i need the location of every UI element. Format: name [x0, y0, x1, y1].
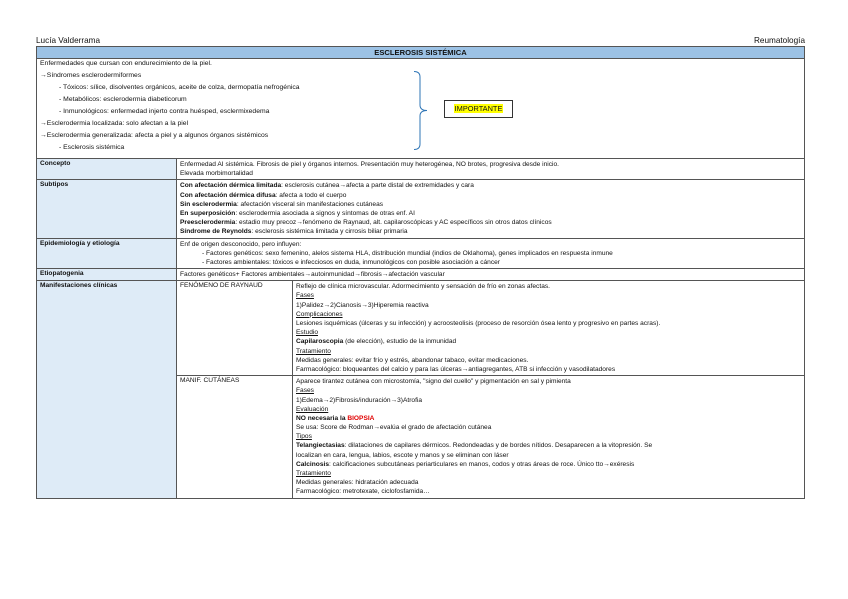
- subtipo-desc: : afectación visceral sin manifestaciones cutáneas: [236, 200, 384, 208]
- intro-line: - Metabólicos: esclerodermia diabeticorum: [59, 96, 187, 103]
- eval-no-text: NO necesaria la: [296, 414, 348, 422]
- intro-line: →Síndromes esclerodermiformes: [40, 72, 142, 79]
- important-badge: [444, 100, 513, 118]
- epidemiologia-item: - Factores ambientales: tóxicos e infecciosos en duda, inmunológicos con posible asociación a cáncer: [202, 258, 500, 266]
- subtipo-desc: : esclerosis sistémica limitada y cirrosis biliar primaria: [251, 228, 408, 236]
- intro-line: - Esclerosis sistémica: [59, 144, 125, 151]
- cutaneas-line: Medidas generales: hidratación adecuada: [296, 479, 419, 487]
- section-heading: Fases: [296, 387, 314, 395]
- intro-section: [37, 59, 804, 159]
- section-heading: Estudio: [296, 329, 318, 337]
- subtipo-term: Con afectación dérmica difusa: [180, 191, 276, 199]
- epidemiologia-intro: Enf de origen desconocido, pero influyen:: [180, 240, 302, 248]
- section-heading: Complicaciones: [296, 310, 343, 318]
- cutaneas-line: [296, 460, 801, 469]
- author-name: Lucía Valderrama: [36, 36, 101, 45]
- row-label: Manifestaciones clínicas: [37, 281, 177, 497]
- intro-line: - Tóxicos: sílice, disolventes orgánicos, aceite de colza, dermopatía nefrogénica: [59, 84, 300, 91]
- raynaud-line: Reflejo de clínica microvascular. Adormecimiento y sensación de frío en zonas afectas.: [296, 283, 550, 291]
- raynaud-line: [296, 337, 801, 346]
- row-label: Etiopatogenia: [37, 269, 177, 280]
- etiopatogenia-text: Factores genéticos+ Factores ambientales→autoinmunidad→fibrosis→afectación vascular: [180, 271, 445, 279]
- intro-line: - Inmunológicos: enfermedad injerto contra huésped, esclermixedema: [59, 108, 270, 115]
- row-label: Subtipos: [37, 180, 177, 237]
- concepto-line: Elevada morbimortalidad: [180, 170, 253, 178]
- section-heading: Fases: [296, 292, 314, 300]
- raynaud-section: [177, 281, 804, 376]
- cutaneas-line: Farmacológico: metrotexate, ciclofosfamida…: [296, 488, 430, 496]
- subtipo-term: En superposición: [180, 209, 236, 217]
- cutaneas-section: [177, 376, 804, 497]
- subtipo-desc: : esclerosis cutánea→afecta a parte distal de extremidades y cara: [281, 182, 474, 190]
- right-brace-icon: [414, 71, 428, 150]
- estudio-text: (de elección), estudio de la inmunidad: [343, 338, 457, 346]
- section-heading: Tipos: [296, 433, 312, 441]
- subtipo-item: [180, 227, 801, 236]
- cutaneas-line: Se usa: Score de Rodman→evalúa el grado de afectación cutánea: [296, 424, 492, 432]
- subtipo-term: Con afectación dérmica limitada: [180, 182, 282, 190]
- raynaud-line: Lesiones isquémicas (úlceras y su infección) y acroosteolisis (proceso de resorción ósea lento y progresivo en partes acras).: [296, 320, 661, 327]
- intro-line: →Esclerodermia generalizada: afecta a piel y a algunos órganos sistémicos: [40, 132, 269, 139]
- raynaud-line: Farmacológico: bloqueantes del calcio y para las úlceras→antiagregantes, ATB si infección y vasodilatadores: [296, 365, 616, 373]
- subtipo-desc: : esclerodermia asociada a signos y síntomas de otras enf. AI: [235, 209, 415, 217]
- sub-label: FENÓMENO DE RAYNAUD: [177, 281, 293, 375]
- telang-bold: Telangiectasias: [296, 442, 345, 450]
- subject-name: Reumatología: [754, 36, 805, 45]
- section-heading: Tratamiento: [296, 470, 331, 477]
- page-title: ESCLEROSIS SISTÉMICA: [37, 47, 804, 59]
- raynaud-line: 1)Palidez→2)Cianosis→3)Hiperemia reactiva: [296, 301, 429, 309]
- important-label: IMPORTANTE: [454, 104, 503, 113]
- subtipo-term: Síndrome de Reynolds: [180, 228, 252, 236]
- telang-text: : dilataciones de capilares dérmicos. Redondeadas y de bordes nítidos. Desaparecen a la vitopresión. Se: [344, 442, 653, 450]
- section-heading: Tratamiento: [296, 347, 331, 355]
- concepto-line: Enfermedad AI sistémica. Fibrosis de piel y órganos internos. Presentación muy heterogénea, NO brotes, progresiva desde inicio.: [180, 161, 559, 168]
- row-label: Epidemiología y etiología: [37, 239, 177, 269]
- epidemiologia-item: - Factores genéticos: sexo femenino, alelos sistema HLA, distribución mundial (indios de Oklahoma), genes implicados en respuesta inmune: [202, 249, 613, 257]
- cutaneas-line: [296, 441, 801, 450]
- raynaud-line: Medidas generales: evitar frío y estrés, abandonar tabaco, evitar medicaciones.: [296, 356, 529, 364]
- subtipo-item: [180, 200, 801, 209]
- eval-biopsia-text: BIOPSIA: [347, 414, 375, 422]
- subtipo-item: [180, 181, 801, 190]
- subtipo-term: Sin esclerodermia: [180, 200, 237, 208]
- sub-label: MANIF. CUTÁNEAS: [177, 376, 293, 497]
- subtipo-item: [180, 218, 801, 227]
- estudio-bold: Capilaroscopia: [296, 338, 344, 346]
- subtipo-desc: : estadio muy precoz→fenómeno de Raynaud, alt. capilaroscópicas y AC específicos sin otros datos clínicos: [235, 219, 552, 227]
- row-etiopatogenia: [37, 269, 804, 281]
- intro-line: Enfermedades que cursan con endurecimiento de la piel.: [40, 60, 212, 67]
- row-epidemiologia: [37, 239, 804, 270]
- row-subtipos: [37, 180, 804, 238]
- calc-text: : calcificaciones subcutáneas periarticulares en manos, codos y otras áreas de roce. Único tto→exéresis: [328, 460, 635, 468]
- subtipo-item: [180, 209, 801, 218]
- row-concepto: [37, 159, 804, 180]
- summary-table: [36, 46, 805, 499]
- intro-line: →Esclerodermia localizada: solo afectan a la piel: [40, 120, 189, 127]
- subtipo-item: [180, 191, 801, 200]
- cutaneas-line: [296, 414, 801, 423]
- subtipo-term: Preesclerodermia: [180, 219, 236, 227]
- cutaneas-line: localizan en cara, lengua, labios, escote y manos y se eliminan con láser: [296, 451, 509, 459]
- cutaneas-line: 1)Edema→2)Fibrosis/induración→3)Atrofia: [296, 396, 423, 404]
- row-label: Concepto: [37, 159, 177, 179]
- subtipo-desc: : afecta a todo el cuerpo: [275, 191, 347, 199]
- cutaneas-line: Aparece tirantez cutánea con microstomía, "signo del cuello" y pigmentación en sal y pimienta: [296, 378, 571, 386]
- section-heading: Evaluación: [296, 405, 329, 413]
- calc-bold: Calcinosis: [296, 460, 329, 468]
- row-manifestaciones: [37, 281, 804, 497]
